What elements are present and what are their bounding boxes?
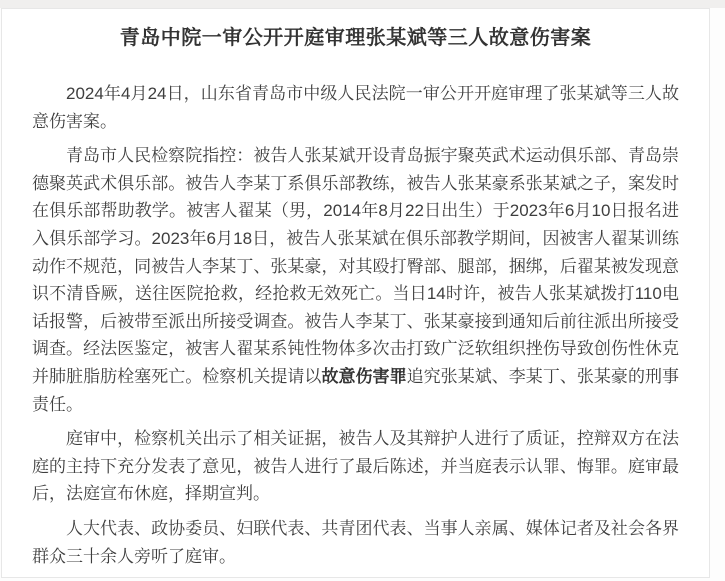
charge-name-bold: 故意伤害罪 — [321, 366, 407, 386]
article-panel — [1, 8, 710, 578]
paragraph-indictment — [32, 142, 679, 418]
article-title: 青岛中院一审公开开庭审理张某斌等三人故意伤害案 — [119, 27, 592, 49]
article-body — [32, 80, 679, 570]
paragraph-indictment-text-after: 追究张某斌、李某丁、张某豪的刑事责任。 — [32, 366, 680, 414]
paragraph-indictment-text: 青岛市人民检察院指控：被告人张某斌开设青岛振宇聚英武术运动俱乐部、青岛崇德聚英武术俱乐部。被告人李某丁系俱乐部教练，被告人张某豪系张某斌之子，案发时在俱乐部帮助教学。被害人翟某（男，2014年8月22日出生）于2023年6月10日报名进入俱乐部学习。2023年6月18日，被告人张某斌在俱乐部教学期间，因被害人翟某训练动作不规范，同被告人李某丁、张某豪，对其殴打臀部、腿部，捆绑，后翟某被发现意识不清昏厥，送往医院抢救，经抢救无效死亡。当日14时许，被告人张某斌拨打110电话报警，后被带至派出所接受调查。被告人李某丁、张某豪接到通知后前往派出所接受调查。经法医鉴定，被害人翟某系钝性物体多次击打致广泛软组织挫伤导致创伤性休克并肺脏脂肪栓塞死亡。检察机关提请以 — [32, 146, 679, 386]
paragraph-trial: 庭审中，检察机关出示了相关证据，被告人及其辩护人进行了质证，控辩双方在法庭的主持下充分发表了意见，被告人进行了最后陈述，并当庭表示认罪、悔罪。庭审最后，法庭宣布休庭，择期宣判。 — [32, 429, 679, 504]
top-margin-strip — [0, 0, 725, 8]
paragraph-observers: 人大代表、政协委员、妇联代表、共青团代表、当事人亲属、媒体记者及社会各界群众三十余人旁听了庭审。 — [32, 518, 679, 566]
paragraph-intro: 2024年4月24日，山东省青岛市中级人民法院一审公开开庭审理了张某斌等三人故意伤害案。 — [32, 84, 679, 131]
